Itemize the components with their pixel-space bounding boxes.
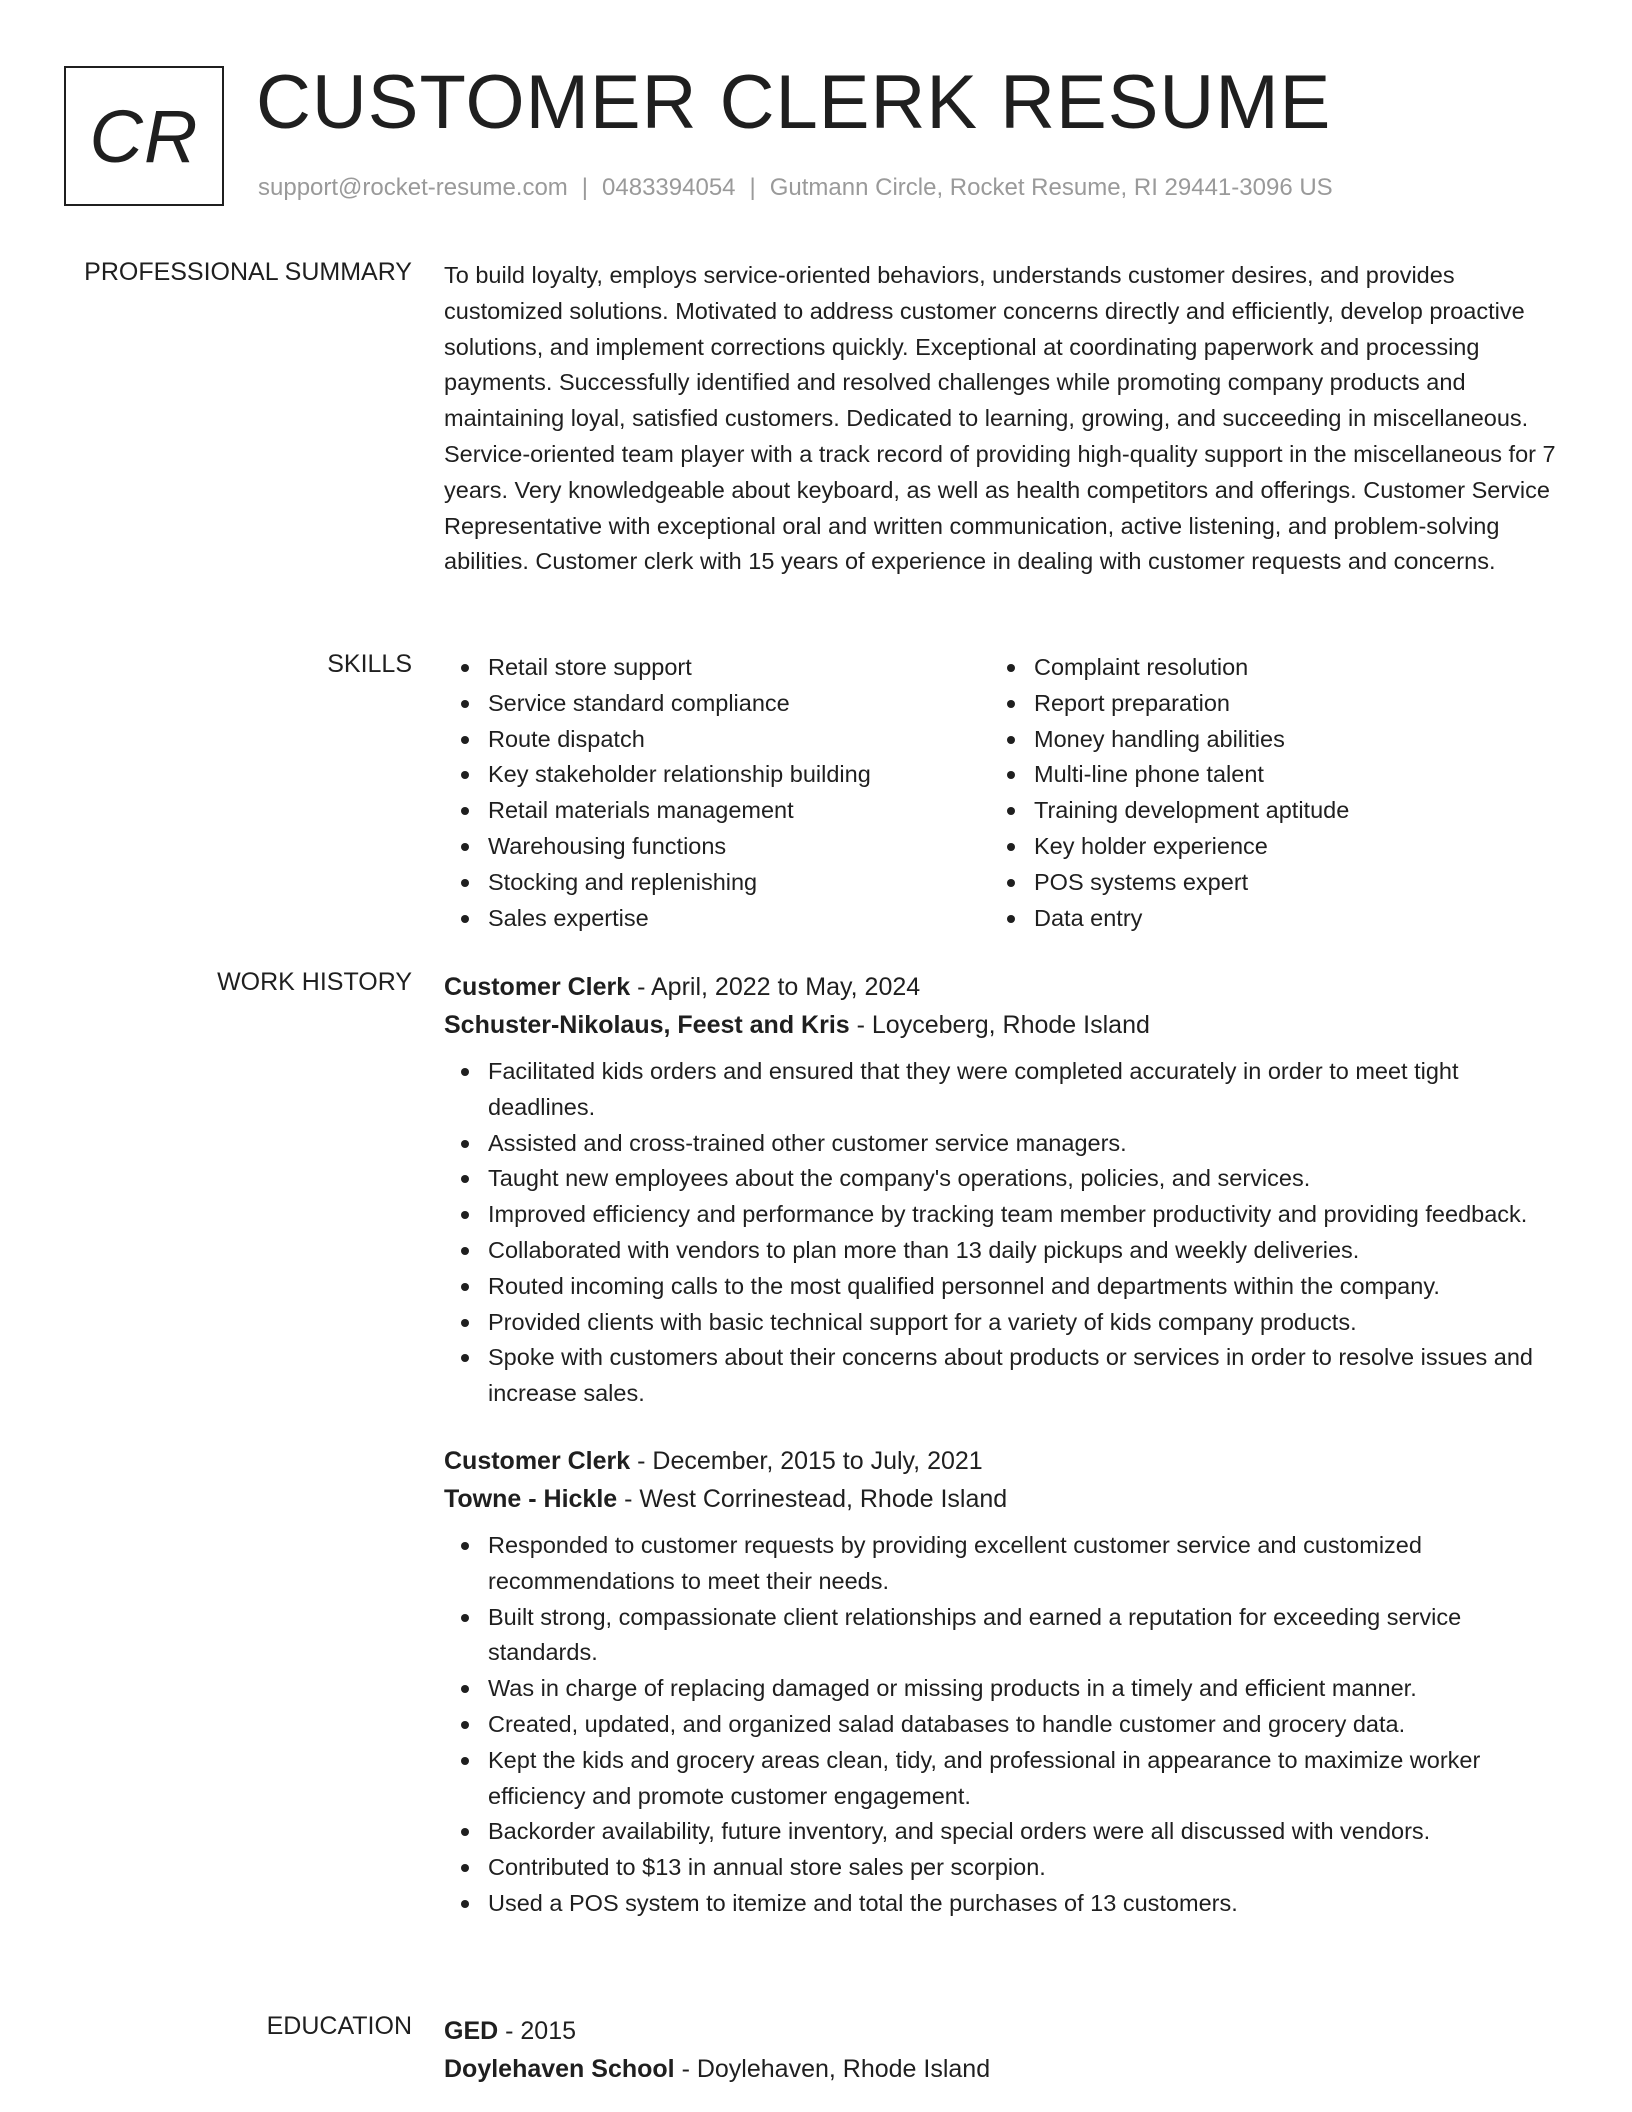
- skill-item: Retail store support: [444, 650, 990, 686]
- job-bullets: [444, 1528, 1564, 1922]
- job-bullet: Created, updated, and organized salad databases to handle customer and grocery data.: [444, 1707, 1564, 1743]
- job-dates: - April, 2022 to May, 2024: [630, 973, 921, 1001]
- resume-title: CUSTOMER CLERK RESUME: [256, 60, 1332, 145]
- education-degree: GED: [444, 2017, 499, 2045]
- job-company-line: [444, 1480, 1564, 1518]
- job-bullet: Taught new employees about the company's operations, policies, and services.: [444, 1161, 1564, 1197]
- skill-item: Money handling abilities: [990, 722, 1536, 758]
- summary-text: To build loyalty, employs service-oriented behaviors, understands customer desires, and provides customized solutions. Motivated to address customer concerns directly and efficiently, develop proactive solutions, and implement corrections quickly. Exceptional at coordinating paperwork and processing payments. Successfully identified and resolved challenges while promoting company products and maintaining loyal, satisfied customers. Dedicated to learning, growing, and succeeding in miscellaneous. Service-oriented team player with a track record of providing high-quality support in the miscellaneous for 7 years. Very knowledgeable about keyboard, as well as health competitors and offerings. Customer Service Representative with exceptional oral and written communication, active listening, and problem-solving abilities. Customer clerk with 15 years of experience in dealing with customer requests and concerns.: [444, 262, 1556, 575]
- job-bullet: Contributed to $13 in annual store sales per scorpion.: [444, 1850, 1564, 1886]
- skill-item: Warehousing functions: [444, 829, 990, 865]
- job-title-line: [444, 1442, 1564, 1480]
- contact-line: [258, 174, 1333, 202]
- contact-phone[interactable]: 0483394054: [602, 174, 736, 201]
- summary-heading: PROFESSIONAL SUMMARY: [84, 258, 412, 286]
- job-entry: [444, 968, 1564, 1412]
- skill-item: Training development aptitude: [990, 793, 1536, 829]
- skill-item: Stocking and replenishing: [444, 865, 990, 901]
- skills-heading: SKILLS: [327, 650, 412, 678]
- contact-email[interactable]: support@rocket-resume.com: [258, 174, 568, 201]
- job-bullets: [444, 1054, 1564, 1412]
- skill-item: Route dispatch: [444, 722, 990, 758]
- job-bullet: Provided clients with basic technical support for a variety of kids company products.: [444, 1305, 1564, 1341]
- skills-list-right: [990, 650, 1536, 936]
- education-degree-line: [444, 2012, 1564, 2050]
- job-entry: [444, 1442, 1564, 1922]
- job-title-line: [444, 968, 1564, 1006]
- job-bullet: Facilitated kids orders and ensured that they were completed accurately in order to meet tight deadlines.: [444, 1054, 1564, 1126]
- job-location: - West Corrinestead, Rhode Island: [617, 1484, 1008, 1513]
- skill-item: Multi-line phone talent: [990, 757, 1536, 793]
- skill-item: Data entry: [990, 901, 1536, 937]
- job-bullet: Was in charge of replacing damaged or missing products in a timely and efficient manner.: [444, 1671, 1564, 1707]
- skill-item: Key stakeholder relationship building: [444, 757, 990, 793]
- skills-list-left: [444, 650, 990, 936]
- job-location: - Loyceberg, Rhode Island: [849, 1011, 1150, 1039]
- contact-separator: |: [581, 174, 589, 201]
- job-bullet: Improved efficiency and performance by tracking team member productivity and providing feedback.: [444, 1197, 1564, 1233]
- job-bullet: Routed incoming calls to the most qualified personnel and departments within the company.: [444, 1269, 1564, 1305]
- job-company-line: [444, 1006, 1564, 1044]
- job-bullet: Responded to customer requests by providing excellent customer service and customized recommendations to meet their needs.: [444, 1528, 1564, 1600]
- skill-item: Retail materials management: [444, 793, 990, 829]
- education-school: Doylehaven School: [444, 2055, 675, 2083]
- contact-address: Gutmann Circle, Rocket Resume, RI 29441-3096 US: [769, 174, 1333, 201]
- education-heading: EDUCATION: [266, 2012, 412, 2040]
- job-bullet: Assisted and cross-trained other customer service managers.: [444, 1126, 1564, 1162]
- contact-separator: |: [749, 174, 756, 201]
- education-school-line: [444, 2050, 1564, 2088]
- job-bullet: Backorder availability, future inventory, and special orders were all discussed with vendors.: [444, 1814, 1564, 1850]
- job-company: Schuster-Nikolaus, Feest and Kris: [444, 1011, 850, 1039]
- job-bullet: Collaborated with vendors to plan more than 13 daily pickups and weekly deliveries.: [444, 1233, 1564, 1269]
- monogram-logo: [64, 66, 224, 206]
- education-location: - Doylehaven, Rhode Island: [674, 2055, 991, 2083]
- work-history-heading: WORK HISTORY: [217, 968, 412, 996]
- monogram-initials: CR: [89, 94, 199, 178]
- job-company: Towne - Hickle: [444, 1484, 618, 1513]
- job-bullet: Built strong, compassionate client relationships and earned a reputation for exceeding service standards.: [444, 1600, 1564, 1672]
- skill-item: Complaint resolution: [990, 650, 1536, 686]
- skill-item: Service standard compliance: [444, 686, 990, 722]
- job-role: Customer Clerk: [444, 1446, 631, 1475]
- job-role: Customer Clerk: [444, 973, 631, 1001]
- skill-item: Sales expertise: [444, 901, 990, 937]
- job-bullet: Spoke with customers about their concerns about products or services in order to resolve issues and increase sales.: [444, 1340, 1564, 1412]
- job-bullet: Used a POS system to itemize and total the purchases of 13 customers.: [444, 1886, 1564, 1922]
- job-bullet: Kept the kids and grocery areas clean, tidy, and professional in appearance to maximize worker efficiency and promote customer engagement.: [444, 1743, 1564, 1815]
- skill-item: Report preparation: [990, 686, 1536, 722]
- education-year: - 2015: [498, 2017, 577, 2045]
- skill-item: POS systems expert: [990, 865, 1536, 901]
- skill-item: Key holder experience: [990, 829, 1536, 865]
- job-dates: - December, 2015 to July, 2021: [630, 1446, 983, 1475]
